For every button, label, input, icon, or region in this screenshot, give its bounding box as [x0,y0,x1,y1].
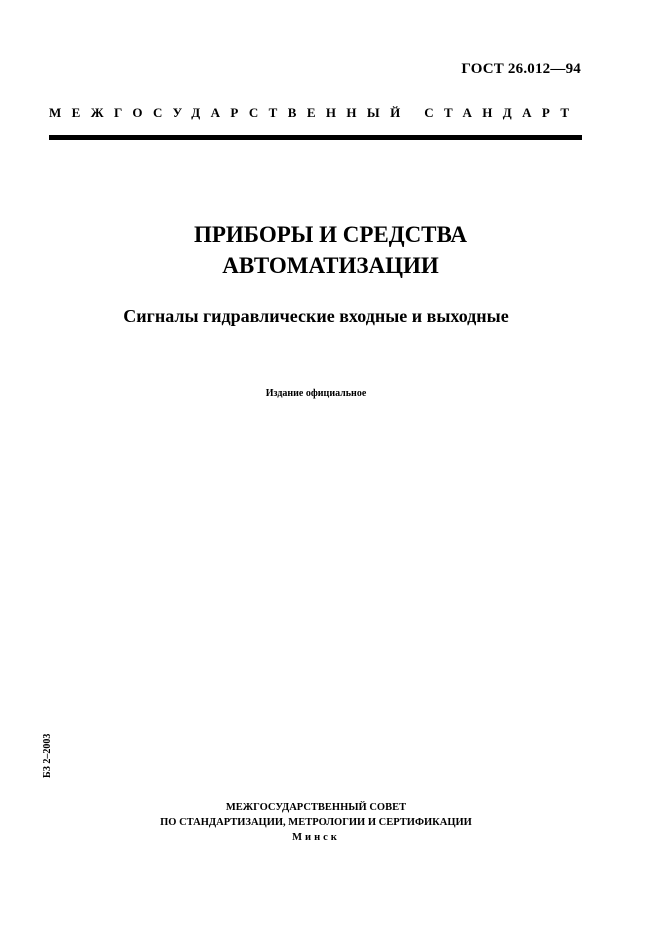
publisher-line-1: МЕЖГОСУДАРСТВЕННЫЙ СОВЕТ [225,802,407,813]
header-rule [49,135,582,140]
publisher-line-2: ПО СТАНДАРТИЗАЦИИ, МЕТРОЛОГИИ И СЕРТИФИКАЦИИ [160,817,472,828]
publisher-block [0,800,632,845]
document-title [0,219,661,281]
standard-type-banner: МЕЖГОСУДАРСТВЕННЫЙ СТАНДАРТ [49,105,580,120]
publisher-city: Минск [292,832,340,843]
edition-note: Издание официальное [265,388,367,399]
title-line-1: ПРИБОРЫ И СРЕДСТВА [193,222,468,247]
side-code: БЗ 2–2003 [42,733,53,778]
gost-number: ГОСТ 26.012—94 [461,61,581,77]
document-subtitle: Сигналы гидравлические входные и выходные [123,306,509,326]
title-line-2: АВТОМАТИЗАЦИИ [222,253,439,278]
